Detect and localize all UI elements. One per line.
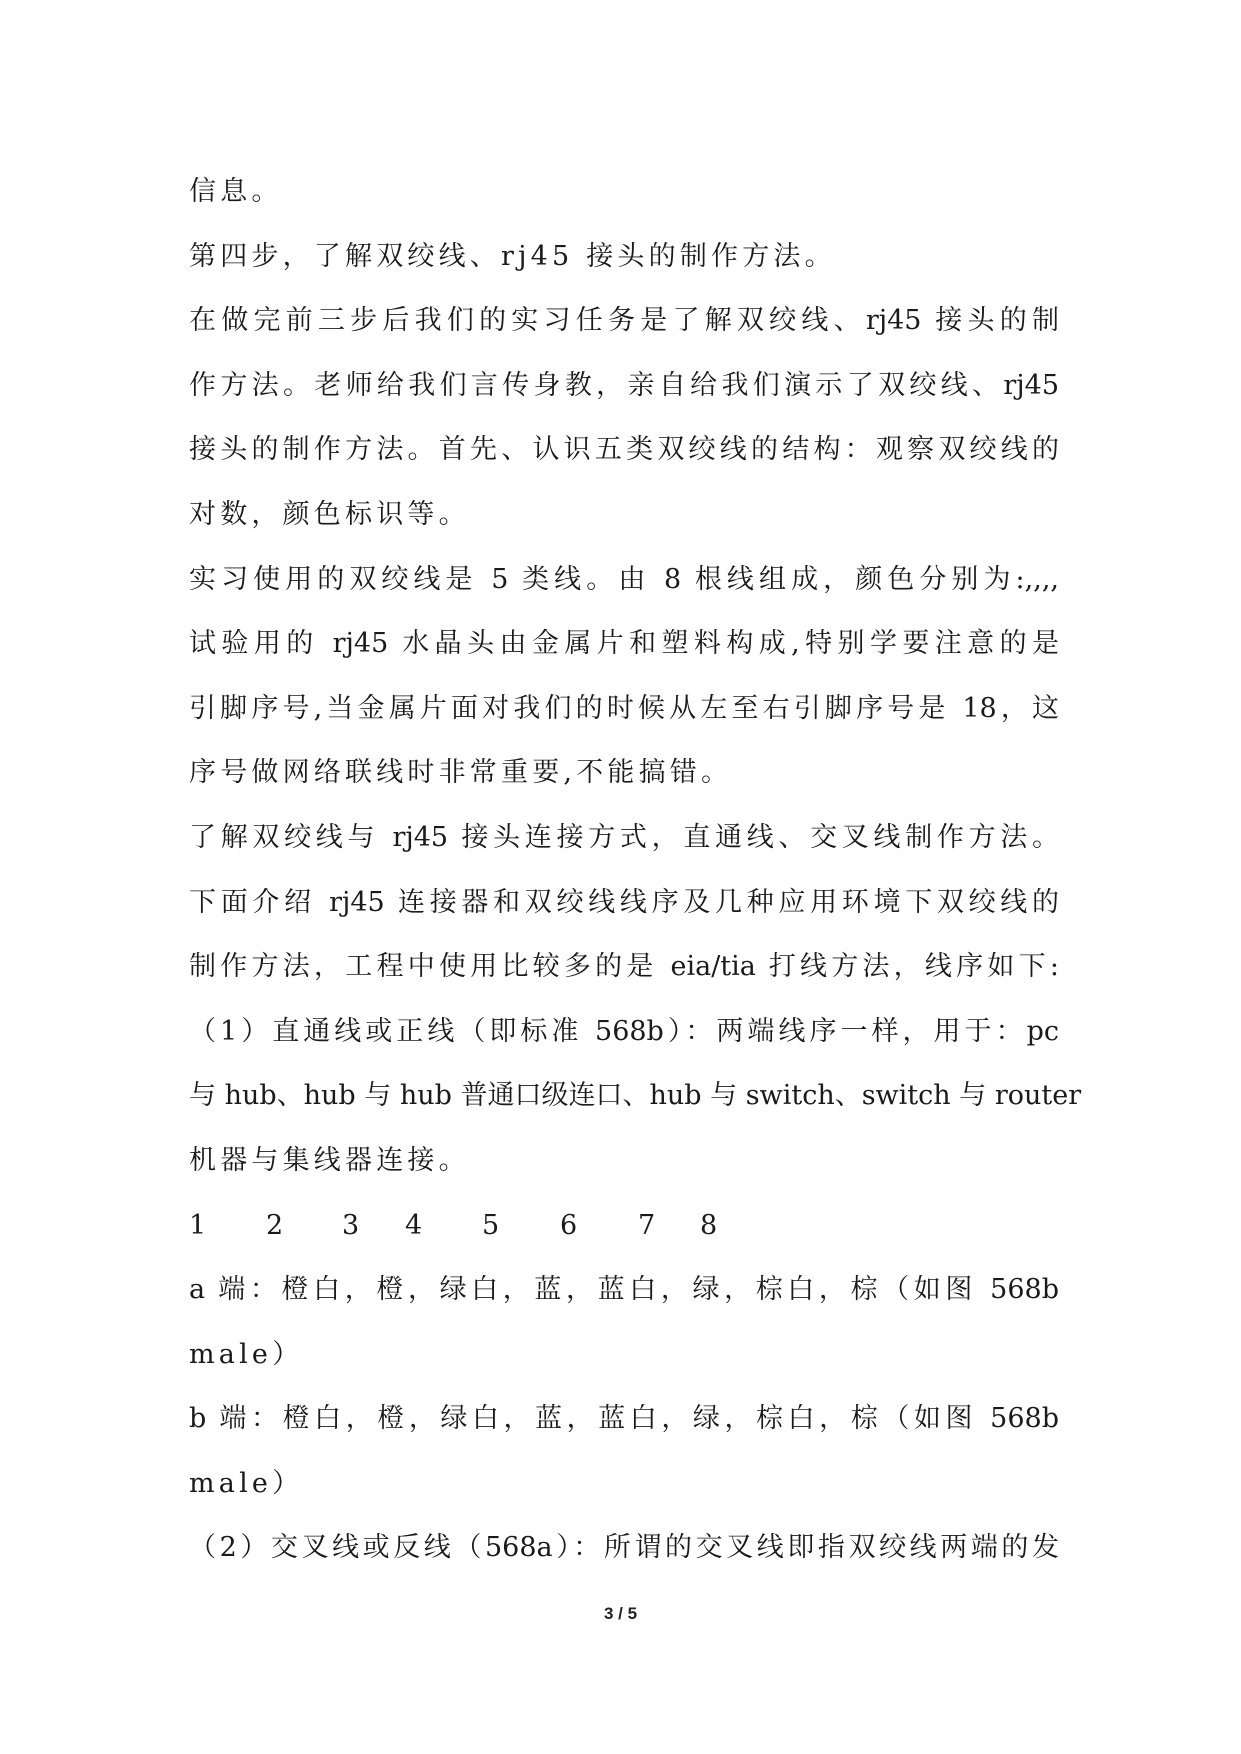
text-line-16: 机器与集线器连接。 bbox=[189, 1144, 470, 1176]
pin-number: 1 bbox=[189, 1209, 207, 1241]
pin-number: 2 bbox=[266, 1209, 284, 1241]
text-line-10: 序号做网络联线时非常重要,不能搞错。 bbox=[189, 757, 733, 789]
document-body bbox=[189, 160, 1082, 1581]
text-line-9: 引脚序号,当金属片面对我们的时候从左至右引脚序号是 18，这 bbox=[189, 692, 1059, 724]
pin-number: 7 bbox=[638, 1209, 656, 1241]
text-line-12: 下面介绍 rj45 连接器和双绞线线序及几种应用环境下双绞线的 bbox=[189, 886, 1059, 918]
text-line-8: 试验用的 rj45 水晶头由金属片和塑料构成,特别学要注意的是 bbox=[189, 628, 1059, 660]
text-line-2: 第四步，了解双绞线、rj45 接头的制作方法。 bbox=[189, 240, 836, 272]
pin-number: 8 bbox=[700, 1209, 718, 1241]
text-line-6: 对数，颜色标识等。 bbox=[189, 498, 470, 530]
pin-number-row bbox=[189, 1194, 1059, 1259]
text-line-15: 与 hub、hub 与 hub 普通口级连口、hub 与 switch、switch 与 router bbox=[189, 1080, 1082, 1112]
text-line-13: 制作方法，工程中使用比较多的是 eia/tia 打线方法，线序如下: bbox=[189, 951, 1059, 983]
text-line-crossover: （2）交叉线或反线（568a）：所谓的交叉线即指双绞线两端的发 bbox=[189, 1532, 1059, 1564]
text-line-3: 在做完前三步后我们的实习任务是了解双绞线、rj45 接头的制 bbox=[189, 305, 1059, 337]
text-line-4: 作方法。老师给我们言传身教，亲自给我们演示了双绞线、rj45 bbox=[189, 369, 1059, 401]
pin-number: 6 bbox=[560, 1209, 578, 1241]
text-line-a-end: a 端：橙白，橙，绿白，蓝，蓝白，绿，棕白，棕（如图 568b bbox=[189, 1274, 1059, 1306]
text-line-b-end: b 端：橙白，橙，绿白，蓝，蓝白，绿，棕白，棕（如图 568b bbox=[189, 1403, 1059, 1435]
text-line-a-end-cont: male） bbox=[189, 1338, 304, 1370]
pin-number: 5 bbox=[482, 1209, 500, 1241]
text-line-7: 实习使用的双绞线是 5 类线。由 8 根线组成，颜色分别为:,,,, bbox=[189, 563, 1059, 595]
text-line-5: 接头的制作方法。首先、认识五类双绞线的结构：观察双绞线的 bbox=[189, 434, 1059, 466]
text-line-11: 了解双绞线与 rj45 接头连接方式，直通线、交叉线制作方法。 bbox=[189, 821, 1059, 853]
text-line-1: 信息。 bbox=[189, 176, 283, 207]
pin-number: 4 bbox=[405, 1209, 423, 1241]
page-number: 3 / 5 bbox=[603, 1604, 638, 1623]
text-line-b-end-cont: male） bbox=[189, 1467, 304, 1499]
pin-number: 3 bbox=[342, 1209, 360, 1241]
text-line-14: （1）直通线或正线（即标准 568b）：两端线序一样，用于：pc bbox=[189, 1015, 1059, 1047]
